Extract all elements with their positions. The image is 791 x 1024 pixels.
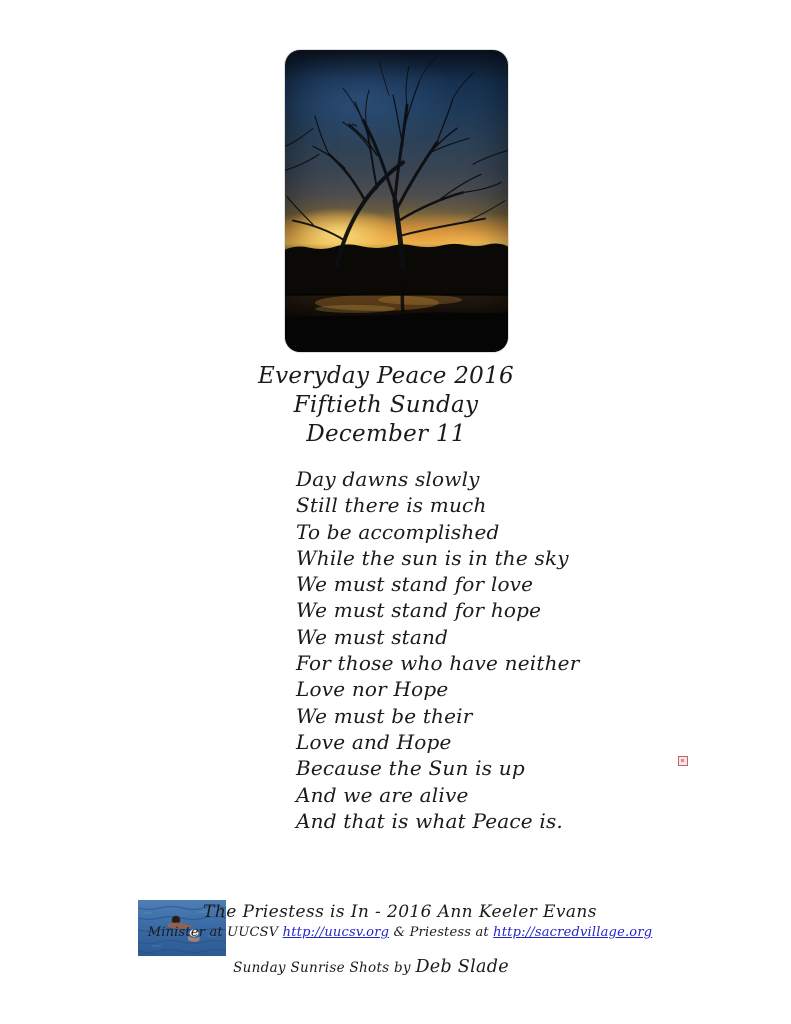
title-line: Fiftieth Sunday [293, 392, 479, 418]
sunrise-photo [285, 50, 508, 352]
title-line: December 11 [306, 421, 466, 447]
poem-line: And that is what Peace is. [296, 808, 563, 833]
title-line: Everyday Peace 2016 [258, 363, 514, 389]
roles-prefix: Minister at UUCSV [147, 925, 283, 940]
credit-name: Deb Slade [415, 957, 509, 977]
poem-line: Love and Hope [296, 729, 452, 754]
footer-byline: The Priestess is In - 2016 Ann Keeler Evans [203, 902, 597, 922]
credit-prefix: Sunday Sunrise Shots by [233, 960, 416, 976]
poem-line: Because the Sun is up [296, 756, 525, 781]
poem-line: While the sun is in the sky [296, 545, 569, 570]
poem-line: We must stand for love [296, 572, 534, 597]
poem-body [296, 466, 579, 834]
poem-line: Day dawns slowly [296, 467, 480, 491]
poem-title [0, 362, 772, 449]
poem-line: To be accomplished [296, 519, 500, 544]
poem-line: And we are alive [296, 782, 469, 807]
roles-middle: & Priestess at [389, 925, 494, 940]
tree-silhouette-graphic [285, 50, 508, 352]
footer-text-block [110, 902, 690, 940]
poem-line: Love nor Hope [296, 677, 449, 702]
poem-line: We must stand [296, 624, 449, 649]
poem-line: Still there is much [296, 493, 487, 518]
poem-line: For those who have neither [296, 651, 580, 676]
photo-credit [0, 957, 742, 977]
broken-image-marker [678, 756, 688, 766]
footer-roles-line [110, 925, 690, 940]
sacredvillage-link[interactable]: http://sacredvillage.org [493, 925, 653, 940]
uucsv-link[interactable]: http://uucsv.org [282, 925, 390, 940]
poem-line: We must be their [296, 703, 473, 728]
poem-line: We must stand for hope [296, 598, 542, 623]
